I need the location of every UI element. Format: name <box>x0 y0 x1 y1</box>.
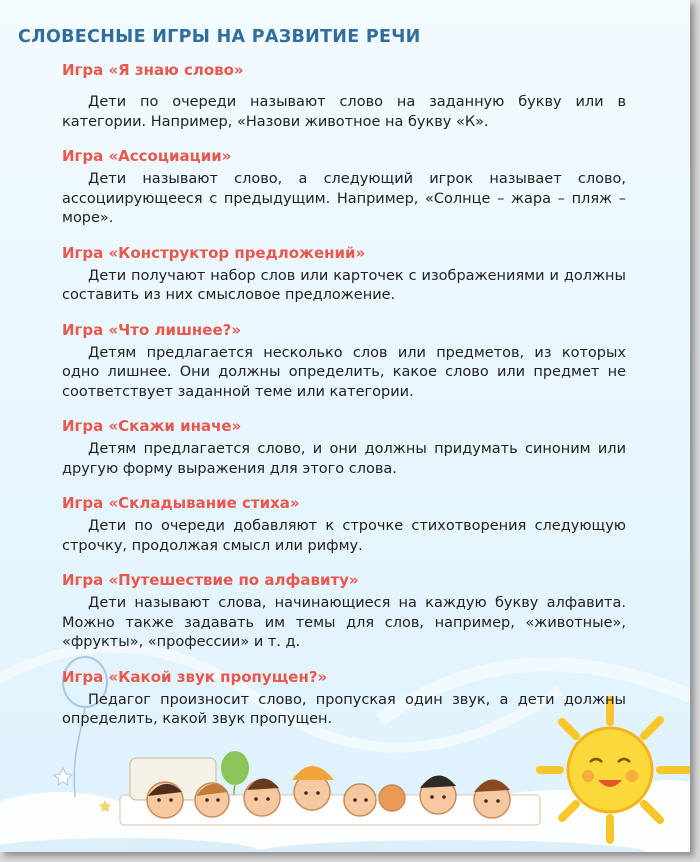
game-item <box>62 416 626 479</box>
game-item <box>62 243 626 306</box>
game-title: Игра «Ассоциации» <box>62 147 232 165</box>
game-title: Игра «Что лишнее?» <box>62 320 242 339</box>
game-description: Дети называют слова, начинающиеся на каждую букву алфавита. Можно также задавать им темы для слов, например, «животные», «фрукты», «профессии» и т. д. <box>62 595 626 650</box>
game-description: Дети называют слово, а следующий игрок называет слово, ассоциирующееся с предыдущим. Например, «Солнце – жара – пляж – море». <box>62 171 626 226</box>
star-icon <box>54 768 72 785</box>
game-description: Дети получают набор слов или карточек с изображениями и должны составить из них смысловое предложение. <box>62 267 626 303</box>
game-item <box>62 493 626 556</box>
game-item <box>62 667 626 730</box>
game-item <box>62 320 626 403</box>
game-title: Игра «Складывание стиха» <box>62 494 300 512</box>
children-icon <box>120 758 540 825</box>
game-item <box>62 146 626 229</box>
game-description: Педагог произносит слово, пропуская один звук, а дети должны определить, какой звук пропущен. <box>62 691 626 727</box>
game-description: Дети по очереди называют слово на заданную букву или в категории. Например, «Назови животное на букву «К». <box>62 94 626 130</box>
game-item <box>62 60 626 132</box>
game-title: Игра «Скажи иначе» <box>62 417 242 435</box>
page-title: СЛОВЕСНЫЕ ИГРЫ НА РАЗВИТИЕ РЕЧИ <box>18 27 421 47</box>
game-description: Детям предлагается несколько слов или предметов, из которых одно лишнее. Они должны определить, какое слово или предмет не соответствует заданной теме или категории. <box>62 344 626 400</box>
game-title: Игра «Какой звук пропущен?» <box>62 667 328 686</box>
game-description: Детям предлагается слово, и они должны придумать синоним или другую форму выражения для этого слова. <box>62 441 626 477</box>
games-list <box>62 60 626 730</box>
game-item <box>62 570 626 653</box>
game-description: Дети по очереди добавляют к строчке стихотворения следующую строчку, продолжая смысл или рифму. <box>62 518 626 554</box>
game-title: Игра «Конструктор предложений» <box>62 243 366 262</box>
game-title: Игра «Я знаю слово» <box>62 61 244 79</box>
game-title: Игра «Путешествие по алфавиту» <box>62 571 359 589</box>
